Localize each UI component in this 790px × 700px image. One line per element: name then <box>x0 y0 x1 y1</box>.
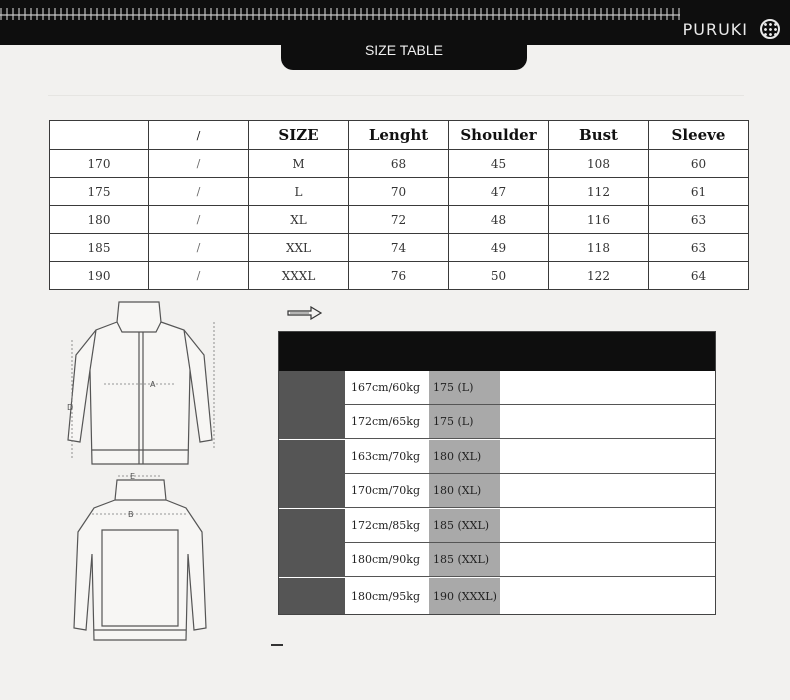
size-table <box>49 120 749 290</box>
table-cell: / <box>149 178 249 206</box>
size-table-header <box>50 121 749 150</box>
table-row <box>50 206 749 234</box>
table-cell: 170 <box>50 150 149 178</box>
table-row <box>278 509 716 543</box>
size-cell: 190 (XXXL) <box>429 578 500 615</box>
dark-cell <box>278 440 345 473</box>
size-cell: 180 (XL) <box>429 440 500 473</box>
table-cell: 63 <box>649 206 749 234</box>
table-row <box>278 440 716 474</box>
table-cell: 112 <box>549 178 649 206</box>
diagram-label-a: A <box>150 380 156 389</box>
table-cell: 70 <box>349 178 449 206</box>
table-cell: 76 <box>349 262 449 290</box>
size-cell: 185 (XXL) <box>429 543 500 576</box>
table-cell: 49 <box>449 234 549 262</box>
table-row <box>278 474 716 508</box>
table-cell: XXL <box>249 234 349 262</box>
body-measure-cell: 170cm/70kg <box>351 484 420 497</box>
table-cell: / <box>149 150 249 178</box>
dark-cell <box>278 405 345 438</box>
table-row <box>278 405 716 439</box>
table-row <box>50 150 749 178</box>
table-cell: 48 <box>449 206 549 234</box>
table-cell: XL <box>249 206 349 234</box>
arrow-right-icon <box>287 306 323 320</box>
header-cell: / <box>149 121 249 150</box>
dark-cell <box>278 474 345 507</box>
table-cell: / <box>149 262 249 290</box>
diagram-label-b: B <box>128 510 134 519</box>
table-cell: / <box>149 234 249 262</box>
table-cell: 185 <box>50 234 149 262</box>
header-cell: Sleeve <box>649 121 749 150</box>
dark-cell <box>278 578 345 615</box>
header-cell: SIZE <box>249 121 349 150</box>
diagram-label-e: E <box>130 472 136 481</box>
table-cell: XXXL <box>249 262 349 290</box>
table-cell: M <box>249 150 349 178</box>
size-cell: 180 (XL) <box>429 474 500 507</box>
dash-mark <box>271 644 283 646</box>
table-cell: 72 <box>349 206 449 234</box>
table-cell: 64 <box>649 262 749 290</box>
header-cell: Lenght <box>349 121 449 150</box>
header-cell: Bust <box>549 121 649 150</box>
title-tab <box>281 34 527 70</box>
recommendation-table <box>278 331 716 615</box>
dark-cell <box>278 543 345 576</box>
dark-cell <box>278 371 345 404</box>
table-cell: 47 <box>449 178 549 206</box>
table-cell: 50 <box>449 262 549 290</box>
table-cell: / <box>149 206 249 234</box>
body-measure-cell: 172cm/65kg <box>351 415 420 428</box>
table-cell: 61 <box>649 178 749 206</box>
recommendation-header <box>278 331 716 371</box>
table-row <box>278 578 716 615</box>
size-cell: 185 (XXL) <box>429 509 500 542</box>
table-cell: 45 <box>449 150 549 178</box>
table-cell: 108 <box>549 150 649 178</box>
table-cell: 68 <box>349 150 449 178</box>
table-cell: 122 <box>549 262 649 290</box>
size-cell: 175 (L) <box>429 405 500 438</box>
body-measure-cell: 167cm/60kg <box>351 381 420 394</box>
table-row <box>50 262 749 290</box>
jacket-front-diagram <box>64 300 224 470</box>
dark-cell <box>278 509 345 542</box>
header-cell <box>50 121 149 150</box>
brand-logo: PURUKI <box>682 20 748 39</box>
table-cell: 63 <box>649 234 749 262</box>
table-cell: 190 <box>50 262 149 290</box>
table-row <box>50 234 749 262</box>
table-cell: 180 <box>50 206 149 234</box>
greek-pattern-line <box>0 14 680 16</box>
table-cell: 74 <box>349 234 449 262</box>
body-measure-cell: 180cm/95kg <box>351 590 420 603</box>
divider <box>48 95 744 96</box>
table-row <box>278 543 716 577</box>
table-row <box>278 371 716 405</box>
body-measure-cell: 172cm/85kg <box>351 519 420 532</box>
header-cell: Shoulder <box>449 121 549 150</box>
page-title: SIZE TABLE <box>364 42 444 58</box>
grid-circle-icon <box>760 19 780 39</box>
body-measure-cell: 163cm/70kg <box>351 450 420 463</box>
table-cell: 175 <box>50 178 149 206</box>
diagram-label-d: D <box>67 403 74 412</box>
table-cell: L <box>249 178 349 206</box>
body-measure-cell: 180cm/90kg <box>351 553 420 566</box>
table-cell: 118 <box>549 234 649 262</box>
table-row <box>50 178 749 206</box>
table-cell: 60 <box>649 150 749 178</box>
jacket-back-diagram <box>72 470 212 645</box>
table-cell: 116 <box>549 206 649 234</box>
size-cell: 175 (L) <box>429 371 500 404</box>
